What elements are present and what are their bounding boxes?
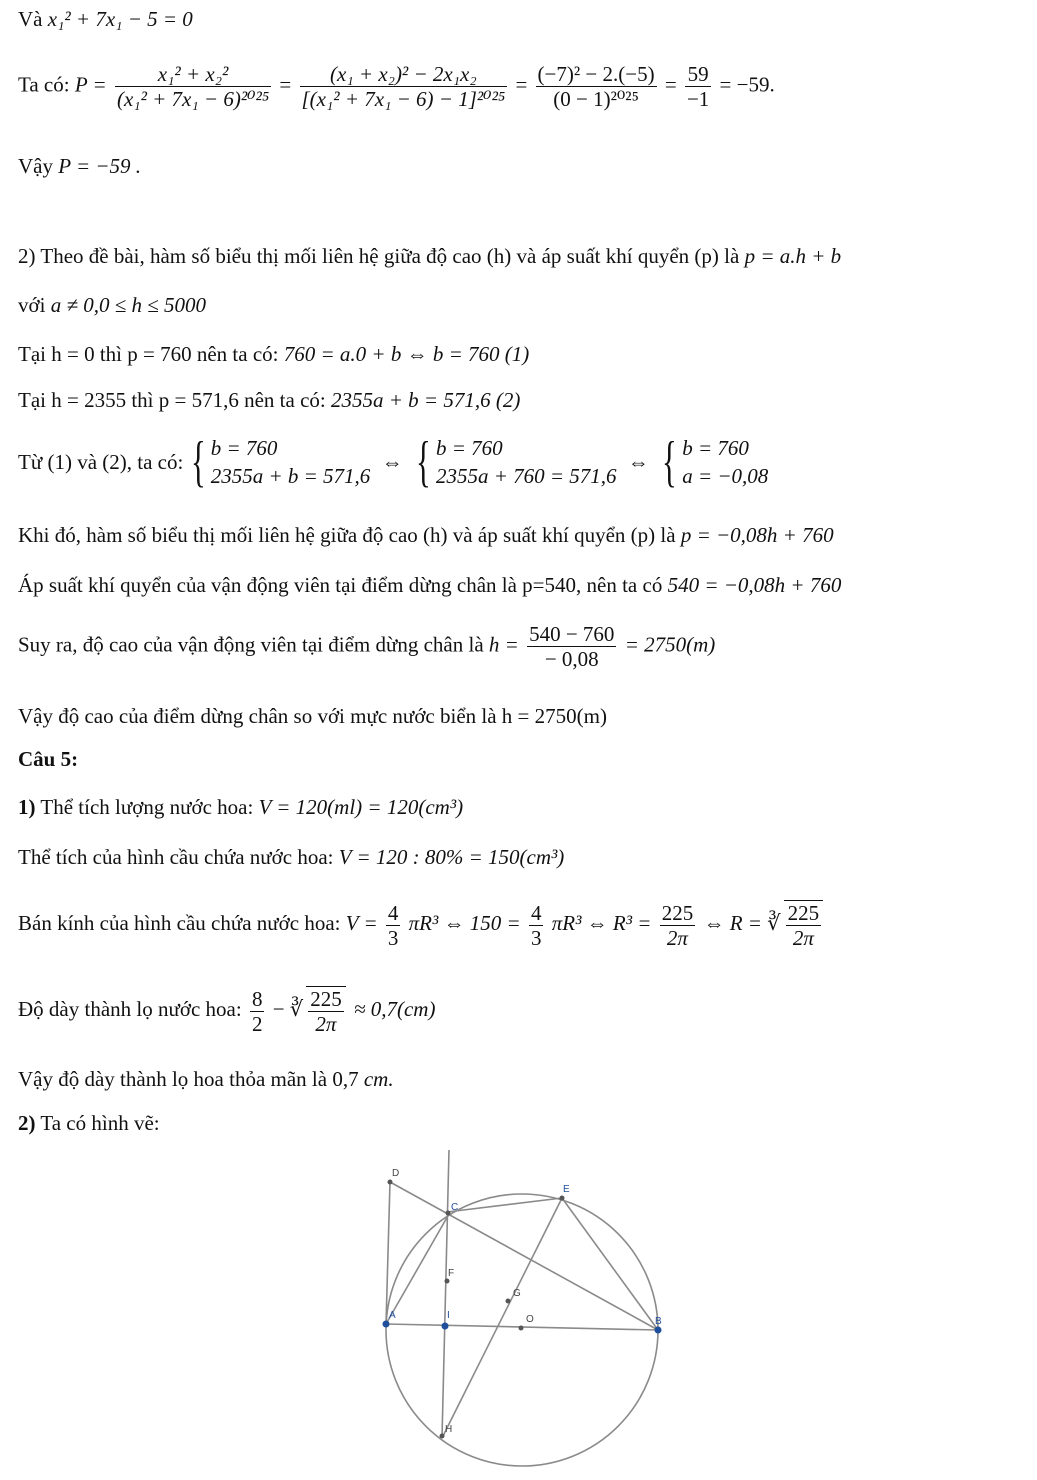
math-expression: x₁² + 7x₁ − 5 = 0: [47, 7, 193, 31]
text: Tại h = 0 thì p = 760 nên ta có:: [18, 342, 279, 366]
left-brace: {: [190, 431, 206, 493]
eq: b = 760: [682, 436, 749, 460]
fraction: [529, 901, 544, 950]
fraction: [660, 901, 696, 950]
segment-EH: [442, 1198, 562, 1438]
point-F: [445, 1279, 450, 1284]
denominator: [(x₁² + 7x₁ − 6) − 1]²⁰²⁵: [301, 87, 506, 111]
result: = 2750(m): [624, 632, 716, 657]
numerator: 225: [310, 987, 342, 1011]
point-H: [440, 1434, 445, 1439]
point-B: [655, 1327, 662, 1334]
numerator: 4: [530, 900, 542, 925]
system-2: [436, 434, 617, 490]
line-through-C-I-H: [442, 1150, 449, 1438]
point-O: [519, 1326, 524, 1331]
line-ta-co-P: Ta có: P = $\frac{\text{x₁² + x₂²}}{\text{(x₁² + 7x₁ − 6)²⁰²⁵}}$ = $\frac{\text{(x₁ + x₂)² − 2x₁x₂}}{\text{[(x₁² + 7x₁ − 6) − 1]²⁰²⁵}}$ = $\frac{\text{(−7)² − 2.(−5)}}{\text{(0 − 1)²⁰²⁵}}$ = $\frac{59}{-1}$ = −59.: [18, 62, 775, 111]
point-G: [506, 1299, 511, 1304]
segment-AC: [386, 1214, 449, 1324]
fraction-1: [115, 62, 271, 111]
text: Độ dày thành lọ nước hoa:: [18, 996, 242, 1021]
text: 2) Theo đề bài, hàm số biểu thị mối liên hệ giữa độ cao (h) và áp suất khí quyển (p) là: [18, 244, 740, 268]
label-A: A: [389, 1310, 396, 1321]
p2-then: [18, 522, 834, 548]
numerator: 4: [387, 900, 399, 925]
label-I: I: [447, 1310, 450, 1321]
point-E: [560, 1196, 565, 1201]
math-expression: V = 120(ml) = 120(cm³): [258, 795, 464, 819]
p2-conclusion: [18, 703, 607, 729]
label-D: D: [392, 1168, 400, 1179]
cube-root-fraction: [784, 900, 824, 950]
math-expression: P = −59 .: [58, 154, 142, 178]
p2-with: [18, 292, 206, 318]
line-vay-P: [18, 153, 141, 179]
eq: 2355a + b = 571,6: [210, 464, 371, 488]
iff: ⇔: [627, 450, 649, 474]
fraction: [527, 622, 616, 671]
heading-text: Câu 5:: [18, 747, 79, 771]
label-C: C: [451, 1202, 459, 1213]
denominator: 2π: [315, 1012, 337, 1036]
label-G: G: [513, 1288, 521, 1299]
numerator: 225: [661, 900, 694, 925]
label-O: O: [526, 1314, 534, 1325]
system-1: [211, 434, 371, 490]
text: Thể tích của hình cầu chứa nước hoa:: [18, 845, 334, 869]
math: − ∛: [272, 996, 304, 1021]
denominator: 2: [251, 1011, 263, 1036]
p2-intro: [18, 243, 841, 269]
math-expression: a ≠ 0,0 ≤ h ≤ 5000: [50, 293, 207, 317]
denominator: −1: [686, 87, 710, 111]
segment-DB: [390, 1182, 658, 1330]
point-D: [388, 1180, 393, 1185]
p2-systems: [18, 431, 769, 493]
math: πR³ ⇔ 150 =: [408, 910, 521, 935]
numerator: 540 − 760: [529, 622, 615, 646]
iff: ⇔: [381, 450, 403, 474]
text: Từ (1) và (2), ta có:: [18, 450, 184, 474]
math-expression: V = 120 : 80% = 150(cm³): [338, 845, 565, 869]
math: πR³ ⇔ R³ =: [551, 910, 652, 935]
text: Vậy độ cao của điểm dừng chân so với mực nước biển là h = 2750(m): [18, 704, 607, 728]
fraction: [250, 987, 265, 1036]
cube-root-fraction: [306, 986, 346, 1036]
label-E: E: [563, 1184, 570, 1195]
point-I: [442, 1323, 449, 1330]
denominator: − 0,08: [544, 647, 599, 671]
question-5-heading: [18, 746, 78, 772]
math-lhs: h =: [488, 632, 519, 657]
point-C: [446, 1211, 451, 1216]
fraction-4: [685, 62, 711, 111]
text: Suy ra, độ cao của vận động viên tại điểm dừng chân là: [18, 632, 484, 657]
q5-line3: [18, 900, 826, 950]
math-expression: 760 = a.0 + b ⇔ b = 760 (1): [283, 342, 530, 366]
p2-at2: [18, 387, 520, 413]
text: Áp suất khí quyển của vận động viên tại điểm dừng chân là p=540, nên ta có: [18, 573, 663, 597]
eq: b = 760: [210, 436, 278, 460]
numerator: 225: [787, 901, 820, 925]
math-expression: p = −0,08h + 760: [680, 523, 834, 547]
q5-line2: [18, 844, 564, 870]
numerator: 8: [251, 986, 263, 1011]
denominator: (0 − 1)²⁰²⁵: [553, 87, 639, 111]
unit: cm.: [363, 1067, 394, 1091]
text: Thể tích lượng nước hoa:: [40, 795, 254, 819]
numerator: 59: [685, 62, 711, 87]
label-F: F: [448, 1268, 455, 1279]
p2-at1: [18, 341, 529, 367]
math: V =: [345, 910, 378, 935]
label: 2): [18, 1111, 36, 1135]
result: = −59.: [719, 72, 775, 97]
text: Vậy độ dày thành lọ hoa thỏa mãn là 0,7: [18, 1067, 359, 1091]
q5-line4: [18, 986, 435, 1036]
math-expression: 2355a + b = 571,6 (2): [330, 388, 521, 412]
q5-line1: [18, 794, 463, 820]
system-3: [682, 434, 768, 490]
math-expression: 540 = −0,08h + 760: [667, 573, 842, 597]
label: 1): [18, 795, 36, 819]
denominator: 3: [387, 925, 399, 950]
fraction-3: [536, 62, 657, 111]
numerator: x₁² + x₂²: [115, 62, 271, 87]
segment-CE: [447, 1198, 562, 1212]
eq: 2355a + 760 = 571,6: [435, 464, 617, 488]
fraction-2: [300, 62, 508, 111]
math-expression: p = a.h + b: [744, 244, 842, 268]
denominator: (x₁² + 7x₁ − 6)²⁰²⁵: [116, 87, 270, 111]
text: Tại h = 2355 thì p = 571,6 nên ta có:: [18, 388, 326, 412]
q5-line5: [18, 1066, 394, 1092]
q5-line6: [18, 1110, 160, 1136]
label-H: H: [445, 1424, 453, 1435]
left-brace: {: [662, 431, 677, 493]
result: ≈ 0,7(cm): [353, 996, 436, 1021]
text: Bán kính của hình cầu chứa nước hoa:: [18, 910, 341, 935]
geometry-figure: [370, 1148, 700, 1478]
eq: b = 760: [435, 436, 503, 460]
segment-EB: [562, 1198, 658, 1330]
text: Ta có:: [18, 72, 70, 97]
numerator: (−7)² − 2.(−5): [537, 62, 655, 86]
text: Ta có hình vẽ:: [40, 1111, 160, 1135]
text: Và: [18, 7, 43, 31]
fraction: [386, 901, 401, 950]
math: ⇔ R = ∛: [703, 910, 781, 935]
numerator: (x₁ + x₂)² − 2x₁x₂: [300, 62, 508, 87]
denominator: 2π: [666, 925, 688, 950]
point-A: [383, 1321, 390, 1328]
denominator: 2π: [792, 926, 814, 950]
p2-so: [18, 622, 715, 671]
denominator: 3: [530, 925, 542, 950]
eq: a = −0,08: [682, 464, 769, 488]
label-B: B: [655, 1316, 662, 1327]
text: với: [18, 293, 46, 317]
p2-press: [18, 572, 841, 598]
left-brace: {: [415, 431, 431, 493]
text: Vậy: [18, 154, 53, 178]
text: Khi đó, hàm số biểu thị mối liên hệ giữa độ cao (h) và áp suất khí quyển (p) là: [18, 523, 676, 547]
math-lhs: P =: [74, 72, 107, 97]
line-va: [18, 6, 193, 32]
